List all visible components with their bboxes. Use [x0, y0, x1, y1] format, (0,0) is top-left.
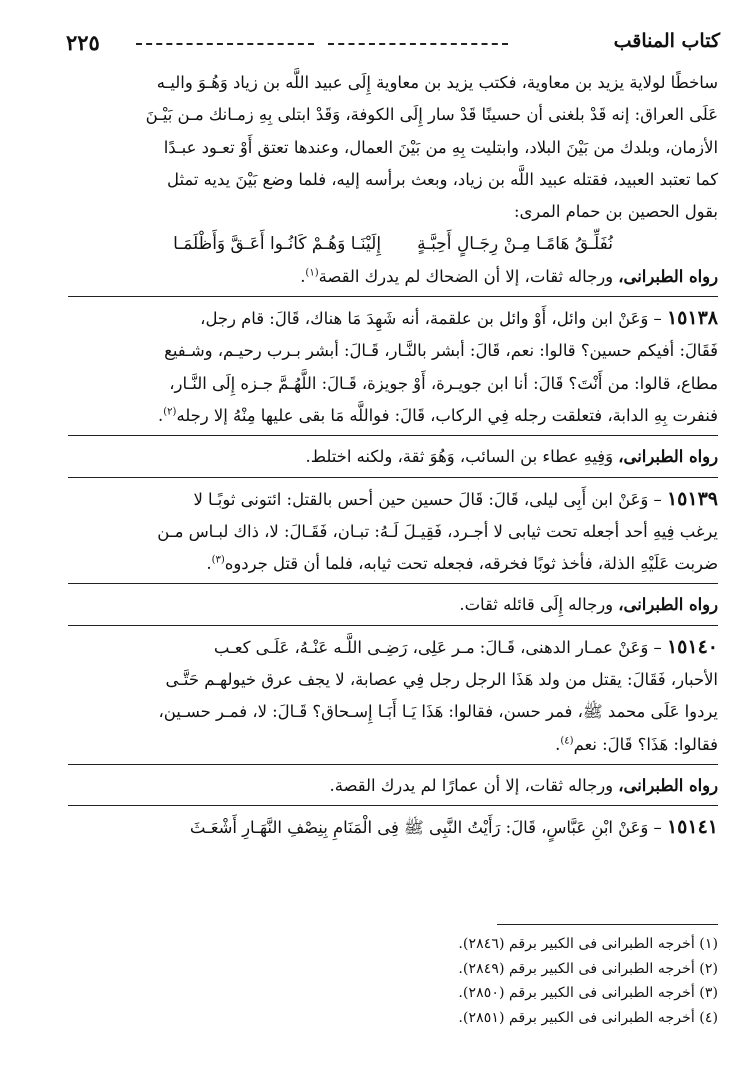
header-divider — [328, 43, 508, 45]
footnote-item: (٣) أخرجه الطبرانى فى الكبير برقم (٢٨٥٠). — [458, 985, 718, 1002]
header-divider — [136, 43, 314, 45]
footnote-ref: (٤) — [560, 735, 574, 747]
source-note: رواه الطبرانى، ورجاله إِلَى قائله ثقات. — [459, 595, 718, 615]
book-title: كتاب المناقب — [613, 30, 720, 52]
footnotes — [318, 932, 718, 1030]
page-number: ٢٢٥ — [66, 30, 100, 55]
page-header — [66, 28, 720, 58]
footnote-ref: (١) — [305, 267, 319, 279]
section-divider — [68, 805, 718, 806]
footnote-ref: (٣) — [211, 554, 225, 566]
footnote-item: (٢) أخرجه الطبرانى فى الكبير برقم (٢٨٤٩). — [458, 960, 718, 977]
hadith-line: فقالوا: هَذَا؟ قَالَ: نعم$^{(٤)}$. — [555, 734, 718, 754]
section-divider — [68, 583, 718, 584]
source-lead: رواه الطبرانى، — [618, 447, 718, 467]
hadith-line: الأحبار، فَقَالَ: يقتل من ولد هَذَا الرجل رجل فِي عصابة، لا يجف عرق خيولهـم حَتَّـى — [165, 670, 718, 690]
hadith-line: ضربت عَلَيْهِ الذلة، فأخذ ثوبًا فخرقه، فجعله تحت ثيابه، فلما أن قتل جردوه$^{(٣)}$. — [206, 554, 718, 574]
main-text — [68, 67, 718, 845]
hadith-15139: ١٥١٣٩ – وَعَنْ ابن أَبِى ليلى، قَالَ: قَالَ حسين حين أحس بالقتل: ائتونى ثوبًـا لا — [193, 487, 718, 510]
footnote-ref: (٢) — [163, 406, 177, 418]
section-divider — [68, 296, 718, 297]
source-lead: رواه الطبرانى، — [618, 266, 718, 286]
source-note: رواه الطبرانى، ورجاله ثقات، إلا أن عمارًا لم يدرك القصة. — [329, 775, 718, 795]
hadith-number: ١٥١٤٠ — [666, 635, 718, 658]
intro-line: ساخطًا لولاية يزيد بن معاوية، فكتب يزيد بن معاوية إِلَى عبيد اللَّه بن زياد وَهُـوَ واليـه — [156, 73, 718, 92]
section-divider — [68, 477, 718, 478]
verse-second-hemistich: إِلَيْنَـا وَهُـمْ كَانُـوا أَعَـقَّ وَأَظْلَمَـا — [173, 234, 382, 255]
source-lead: رواه الطبرانى، — [618, 775, 718, 795]
hadith-15140: ١٥١٤٠ – وَعَنْ عمـار الدهنى، قَـالَ: مـر عَلِى، رَضِـى اللَّـه عَنْـهُ، عَلَـى كعـب — [213, 635, 718, 658]
footnote-separator — [497, 924, 718, 925]
footnote-item: (٤) أخرجه الطبرانى فى الكبير برقم (٢٨٥١). — [458, 1009, 718, 1026]
intro-line: عَلَى العراق: إنه قَدْ بلغنى أن حسينًا قَدْ سار إِلَى الكوفة، وَقَدْ ابتلى بِهِ زمـانك مـن بَيْـنَ — [145, 105, 718, 125]
section-divider — [68, 764, 718, 765]
hadith-15138: ١٥١٣٨ – وَعَنْ ابن وائل، أَوْ وائل بن علقمة، أنه شَهِدَ مَا هناك، قَالَ: قام رجل، — [200, 307, 718, 330]
hadith-15141: ١٥١٤١ – وَعَنْ ابْنِ عَبَّاسٍ، قَالَ: رَأَيْتُ النَّبِى ﷺ فِى الْمَنَامِ بِنِصْفِ النَّهَـارِ أَشْعَـثَ — [189, 816, 718, 839]
section-divider — [68, 625, 718, 626]
hadith-number: ١٥١٤١ — [666, 816, 718, 839]
hadith-line: يرغب فِيهِ أحد أجعله تحت ثيابى لا أجـرد، فَقِيـلَ لَـهُ: تبـان، فَقَـالَ: لا، ذاك لبـاس مـن — [157, 521, 718, 541]
hadith-line: فَقَالَ: أفيكم حسين؟ قالوا: نعم، قَالَ: أبشر بالنَّـار، قَـالَ: أبشر بـرب رحيـم، وشـفيع — [164, 341, 718, 361]
section-divider — [68, 435, 718, 436]
hadith-line: فنفرت بِهِ الدابة، فتعلقت رجله فِي الركاب، قَالَ: فواللَّه مَا بقى عليها مِنْهُ إلا رجله$^{(٢)}$. — [158, 405, 718, 425]
hadith-line: مطاع، قالوا: من أَنْتَ؟ قَالَ: أنا ابن جويـرة، أَوْ جويزة، قَـالَ: اللَّهُـمَّ جـزه إِلَى النَّـار، — [169, 373, 718, 393]
source-note: رواه الطبرانى، وَفِيهِ عطاء بن السائب، وَهُوَ ثقة، ولكنه اختلط. — [305, 447, 718, 467]
intro-line: كما تعتبد العبيد، فقتله عبيد اللَّه بن زياد، وبعث برأسه إليه، فلما وضع بَيْنَ يديه تمثل — [167, 169, 718, 189]
source-lead: رواه الطبرانى، — [618, 595, 718, 615]
verse-first-hemistich: نُفَلِّـقُ هَامًـا مِـنْ رِجَـالٍ أَحِبَّـةٍ — [417, 234, 613, 255]
poetry-verse — [68, 228, 718, 260]
hadith-number: ١٥١٣٩ — [666, 487, 718, 510]
footnote-item: (١) أخرجه الطبرانى فى الكبير برقم (٢٨٤٦). — [458, 936, 718, 952]
hadith-line: يردوا عَلَى محمد ﷺ، فمر حسن، فقالوا: هَذَا يَـا أَبَـا إِسـحاق؟ قَـالَ: لا، فمـر حسـين، — [158, 702, 718, 722]
intro-line: بقول الحصين بن حمام المرى: — [513, 202, 718, 222]
hadith-number: ١٥١٣٨ — [666, 307, 718, 330]
source-note: رواه الطبرانى، ورجاله ثقات، إلا أن الضحاك لم يدرك القصة$^{(١)}$. — [300, 266, 718, 286]
intro-line: الأزمان، وبلدك من بَيْنَ البلاد، وابتليت بِهِ من بَيْنَ العمال، وعندها تعتق أَوْ تعـود عبـدًا — [163, 137, 718, 157]
